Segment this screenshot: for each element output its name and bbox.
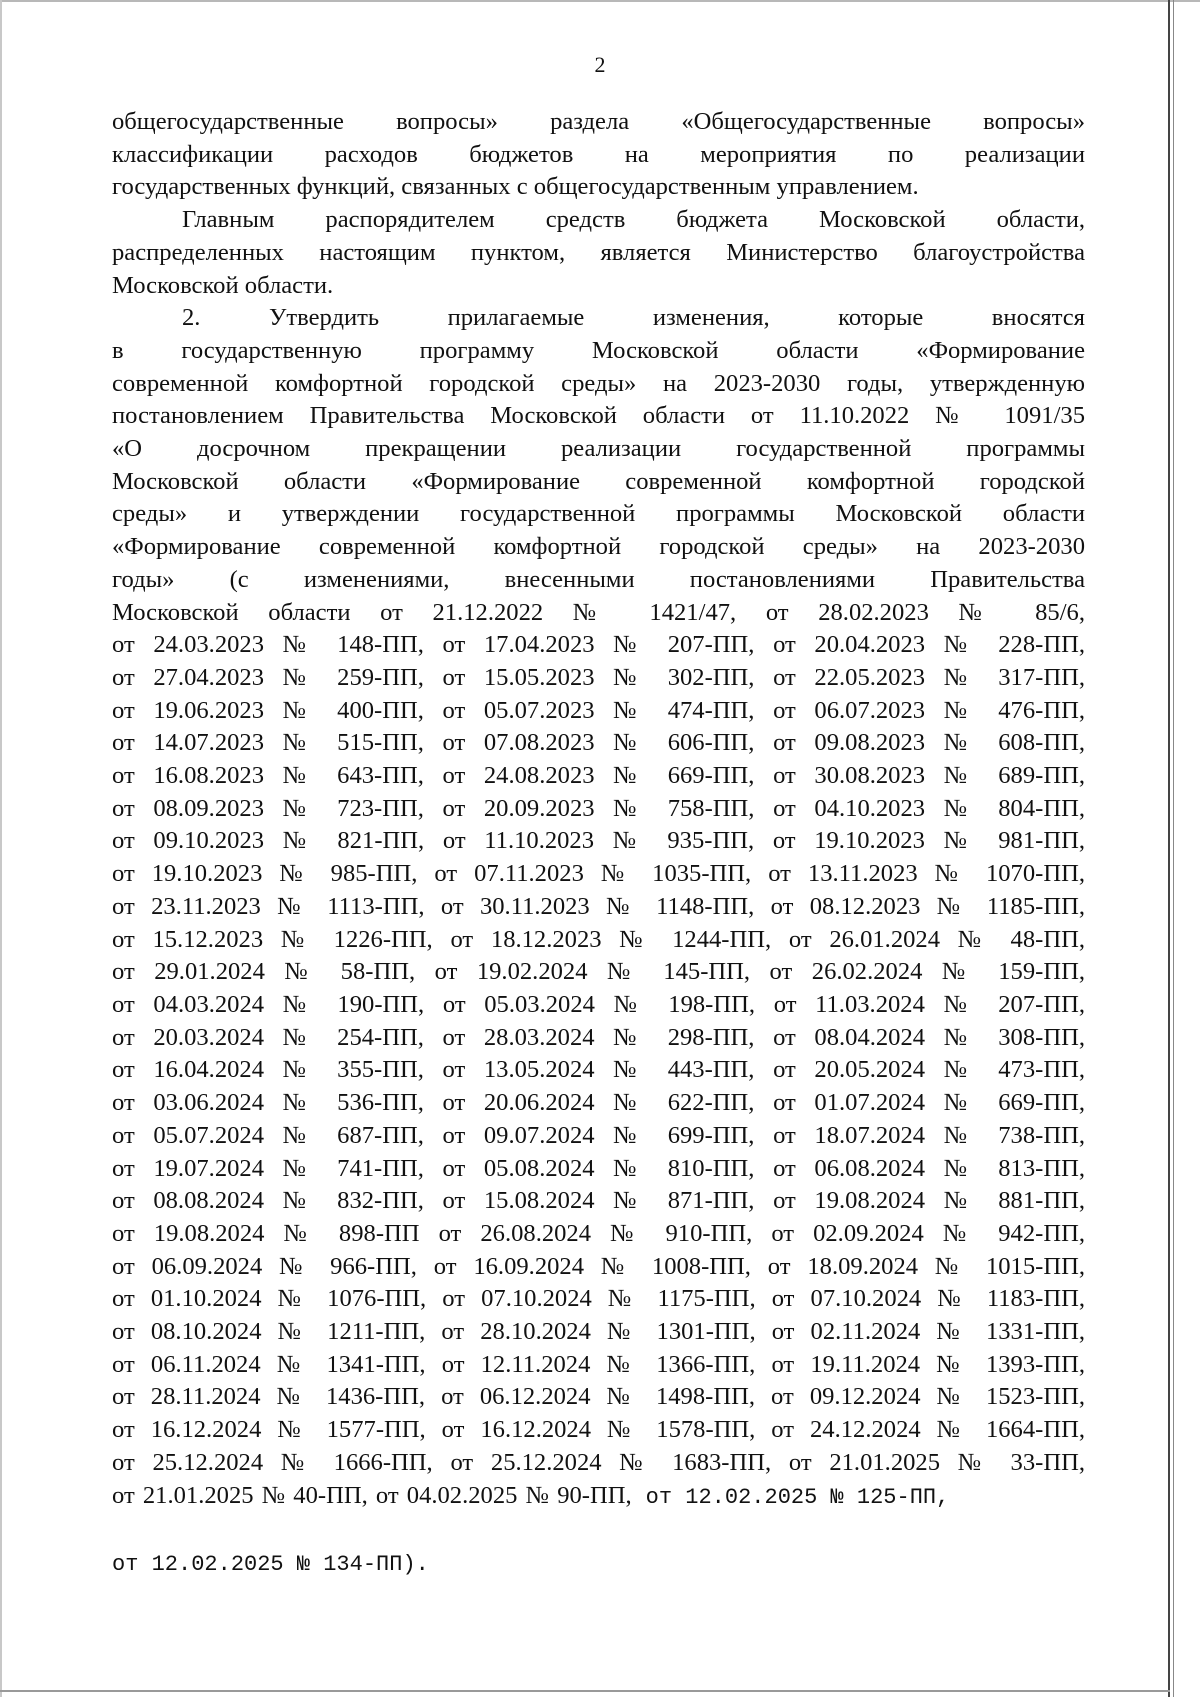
text-line: классификации расходов бюджетов на мероприятия по реализации <box>112 140 1085 168</box>
text-line: от 28.11.2024 № 1436-ПП, от 06.12.2024 № 1498-ПП, от 09.12.2024 № 1523-ПП, <box>112 1383 1085 1411</box>
text-line: от 01.10.2024 № 1076-ПП, от 07.10.2024 № 1175-ПП, от 07.10.2024 № 1183-ПП, <box>112 1285 1085 1313</box>
text-line: от 27.04.2023 № 259-ПП, от 15.05.2023 № 302-ПП, от 22.05.2023 № 317-ПП, <box>112 663 1085 691</box>
text-line: от 03.06.2024 № 536-ПП, от 20.06.2024 № 622-ПП, от 01.07.2024 № 669-ПП, <box>112 1089 1085 1117</box>
text-line: от 29.01.2024 № 58-ПП, от 19.02.2024 № 145-ПП, от 26.02.2024 № 159-ПП, <box>112 958 1085 986</box>
scan-border-top <box>0 0 1200 2</box>
text-line: от 16.08.2023 № 643-ПП, от 24.08.2023 № 669-ПП, от 30.08.2023 № 689-ПП, <box>112 762 1085 790</box>
typed-addition-125 <box>646 1483 950 1513</box>
text-line: от 05.07.2024 № 687-ПП, от 09.07.2024 № 699-ПП, от 18.07.2024 № 738-ПП, <box>112 1121 1085 1149</box>
text-line: от 23.11.2023 № 1113-ПП, от 30.11.2023 № 1148-ПП, от 08.12.2023 № 1185-ПП, <box>112 892 1085 920</box>
text-line: от 19.10.2023 № 985-ПП, от 07.11.2023 № 1035-ПП, от 13.11.2023 № 1070-ПП, <box>112 860 1085 888</box>
text-line: от 21.01.2025 № 40-ПП, от 04.02.2025 № 90-ПП, <box>112 1481 632 1509</box>
text-line: общегосударственные вопросы» раздела «Общегосударственные вопросы» <box>112 108 1085 135</box>
scan-edge-right <box>1168 0 1174 1697</box>
text-line: Московской области. <box>112 271 334 299</box>
text-line: от 15.12.2023 № 1226-ПП, от 18.12.2023 № 1244-ПП, от 26.01.2024 № 48-ПП, <box>112 925 1085 953</box>
typed-addition-134: от 12.02.2025 № 134-ПП). <box>112 1551 429 1577</box>
text-line: постановлением Правительства Московской области от 11.10.2022 № 1091/35 <box>112 402 1085 430</box>
text-line: в государственную программу Московской области «Формирование <box>112 336 1085 364</box>
text-line: от 16.04.2024 № 355-ПП, от 13.05.2024 № 443-ПП, от 20.05.2024 № 473-ПП, <box>112 1056 1085 1084</box>
text-line: «Формирование современной комфортной городской среды» на 2023-2030 <box>112 533 1085 561</box>
text-line: от 14.07.2023 № 515-ПП, от 07.08.2023 № 606-ПП, от 09.08.2023 № 608-ПП, <box>112 729 1085 757</box>
text-line: от 19.07.2024 № 741-ПП, от 05.08.2024 № 810-ПП, от 06.08.2024 № 813-ПП, <box>112 1154 1085 1182</box>
document-body <box>112 106 1085 1512</box>
text-line: «О досрочном прекращении реализации государственной программы <box>112 435 1085 463</box>
paragraph-1 <box>112 106 1085 204</box>
text-line: годы» (с изменениями, внесенными постановлениями Правительства <box>112 565 1085 593</box>
paragraph-2 <box>112 204 1085 302</box>
text-line: от 06.09.2024 № 966-ПП, от 16.09.2024 № 1008-ПП, от 18.09.2024 № 1015-ПП, <box>112 1252 1085 1280</box>
text-line: от 20.03.2024 № 254-ПП, от 28.03.2024 № 298-ПП, от 08.04.2024 № 308-ПП, <box>112 1023 1085 1051</box>
text-line: от 19.06.2023 № 400-ПП, от 05.07.2023 № 474-ПП, от 06.07.2023 № 476-ПП, <box>112 696 1085 724</box>
page-number: 2 <box>594 52 606 77</box>
text-line: от 09.10.2023 № 821-ПП, от 11.10.2023 № 935-ПП, от 19.10.2023 № 981-ПП, <box>112 827 1085 855</box>
text-line: от 16.12.2024 № 1577-ПП, от 16.12.2024 № 1578-ПП, от 24.12.2024 № 1664-ПП, <box>112 1416 1085 1444</box>
text-line: от 19.08.2024 № 898-ПП от 26.08.2024 № 910-ПП, от 02.09.2024 № 942-ПП, <box>112 1219 1085 1247</box>
text-line: от 24.03.2023 № 148-ПП, от 17.04.2023 № 207-ПП, от 20.04.2023 № 228-ПП, <box>112 631 1085 659</box>
typed-addition-125-text: от 12.02.2025 № 125-ПП, <box>645 1484 950 1510</box>
text-line: современной комфортной городской среды» на 2023-2030 годы, утвержденную <box>112 369 1085 397</box>
text-line: Главным распорядителем средств бюджета Московской области, <box>182 206 1085 234</box>
text-line: от 06.11.2024 № 1341-ПП, от 12.11.2024 № 1366-ПП, от 19.11.2024 № 1393-ПП, <box>112 1350 1085 1378</box>
text-line: от 08.09.2023 № 723-ПП, от 20.09.2023 № 758-ПП, от 04.10.2023 № 804-ПП, <box>112 794 1085 822</box>
scan-edge-bottom <box>0 1690 1170 1692</box>
text-line: Московской области от 21.12.2022 № 1421/47, от 28.02.2023 № 85/6, <box>112 598 1085 626</box>
text-line: 2. Утвердить прилагаемые изменения, которые вносятся <box>182 304 1085 332</box>
paragraph-3 <box>112 302 1085 1512</box>
text-line: среды» и утверждении государственной программы Московской области <box>112 500 1085 528</box>
text-line: от 08.10.2024 № 1211-ПП, от 28.10.2024 № 1301-ПП, от 02.11.2024 № 1331-ПП, <box>112 1318 1085 1346</box>
text-line: государственных функций, связанных с общегосударственным управлением. <box>112 173 919 201</box>
scan-border-left <box>0 0 2 1697</box>
text-line: от 08.08.2024 № 832-ПП, от 15.08.2024 № 871-ПП, от 19.08.2024 № 881-ПП, <box>112 1187 1085 1215</box>
text-line: от 04.03.2024 № 190-ПП, от 05.03.2024 № 198-ПП, от 11.03.2024 № 207-ПП, <box>112 990 1085 1018</box>
text-line: распределенных настоящим пунктом, является Министерство благоустройства <box>112 238 1085 266</box>
text-line: Московской области «Формирование современной комфортной городской <box>112 467 1085 495</box>
text-line: от 25.12.2024 № 1666-ПП, от 25.12.2024 № 1683-ПП, от 21.01.2025 № 33-ПП, <box>112 1448 1085 1476</box>
